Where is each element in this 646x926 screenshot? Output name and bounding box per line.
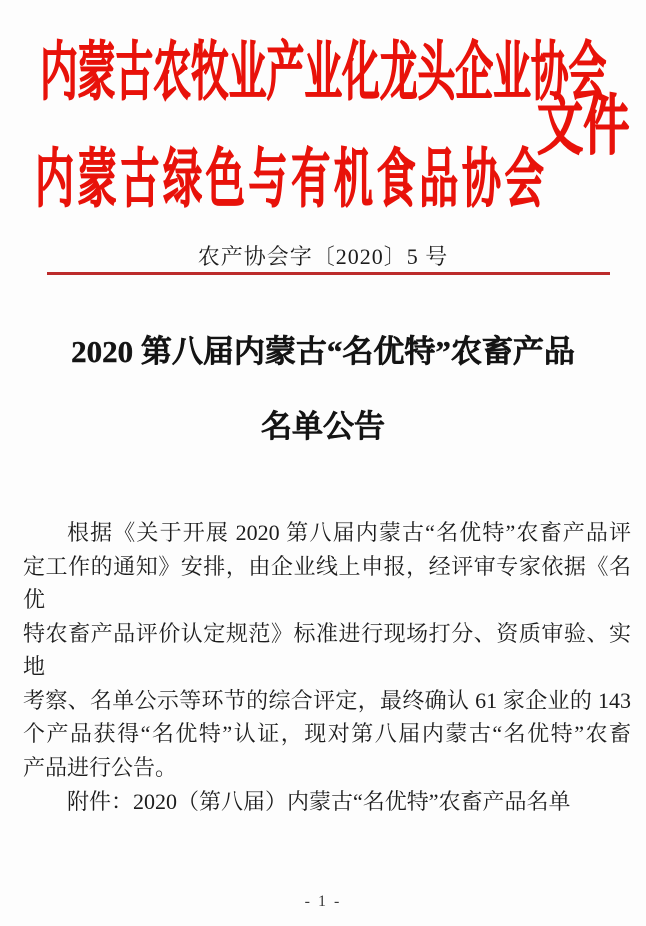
body-line: 个产品获得“名优特”认证，现对第八届内蒙古“名优特”农畜 <box>23 721 631 746</box>
red-separator-rule <box>47 272 610 275</box>
body-line: 考察、名单公示等环节的综合评定，最终确认 61 家企业的 143 <box>23 687 631 713</box>
document-title-line-1: 2020 第八届内蒙古“名优特”农畜产品 <box>71 334 575 369</box>
letterhead-org-name-line-1: 内蒙古农牧业产业化龙头企业协会 <box>40 37 607 108</box>
letterhead-doc-type-label: 文件 <box>537 90 630 163</box>
page-number: - 1 - <box>304 893 342 910</box>
body-line: 定工作的通知》安排，由企业线上申报，经评审专家依据《名优 <box>23 553 631 612</box>
body-paragraph <box>23 516 631 784</box>
document-reference-number: 农产协会字〔2020〕5 号 <box>197 244 449 269</box>
attachment-reference-line: 附件：2020（第八届）内蒙古“名优特”农畜产品名单 <box>67 789 571 814</box>
body-line: 特农畜产品评价认定规范》标准进行现场打分、资质审验、实地 <box>23 620 631 679</box>
body-line: 根据《关于开展 2020 第八届内蒙古“名优特”农畜产品评 <box>67 520 631 545</box>
document-title-line-2: 名单公告 <box>261 409 385 444</box>
letterhead-org-name-line-2: 内蒙古绿色与有机食品协会 <box>35 144 548 215</box>
body-line: 产品进行公告。 <box>23 754 178 780</box>
